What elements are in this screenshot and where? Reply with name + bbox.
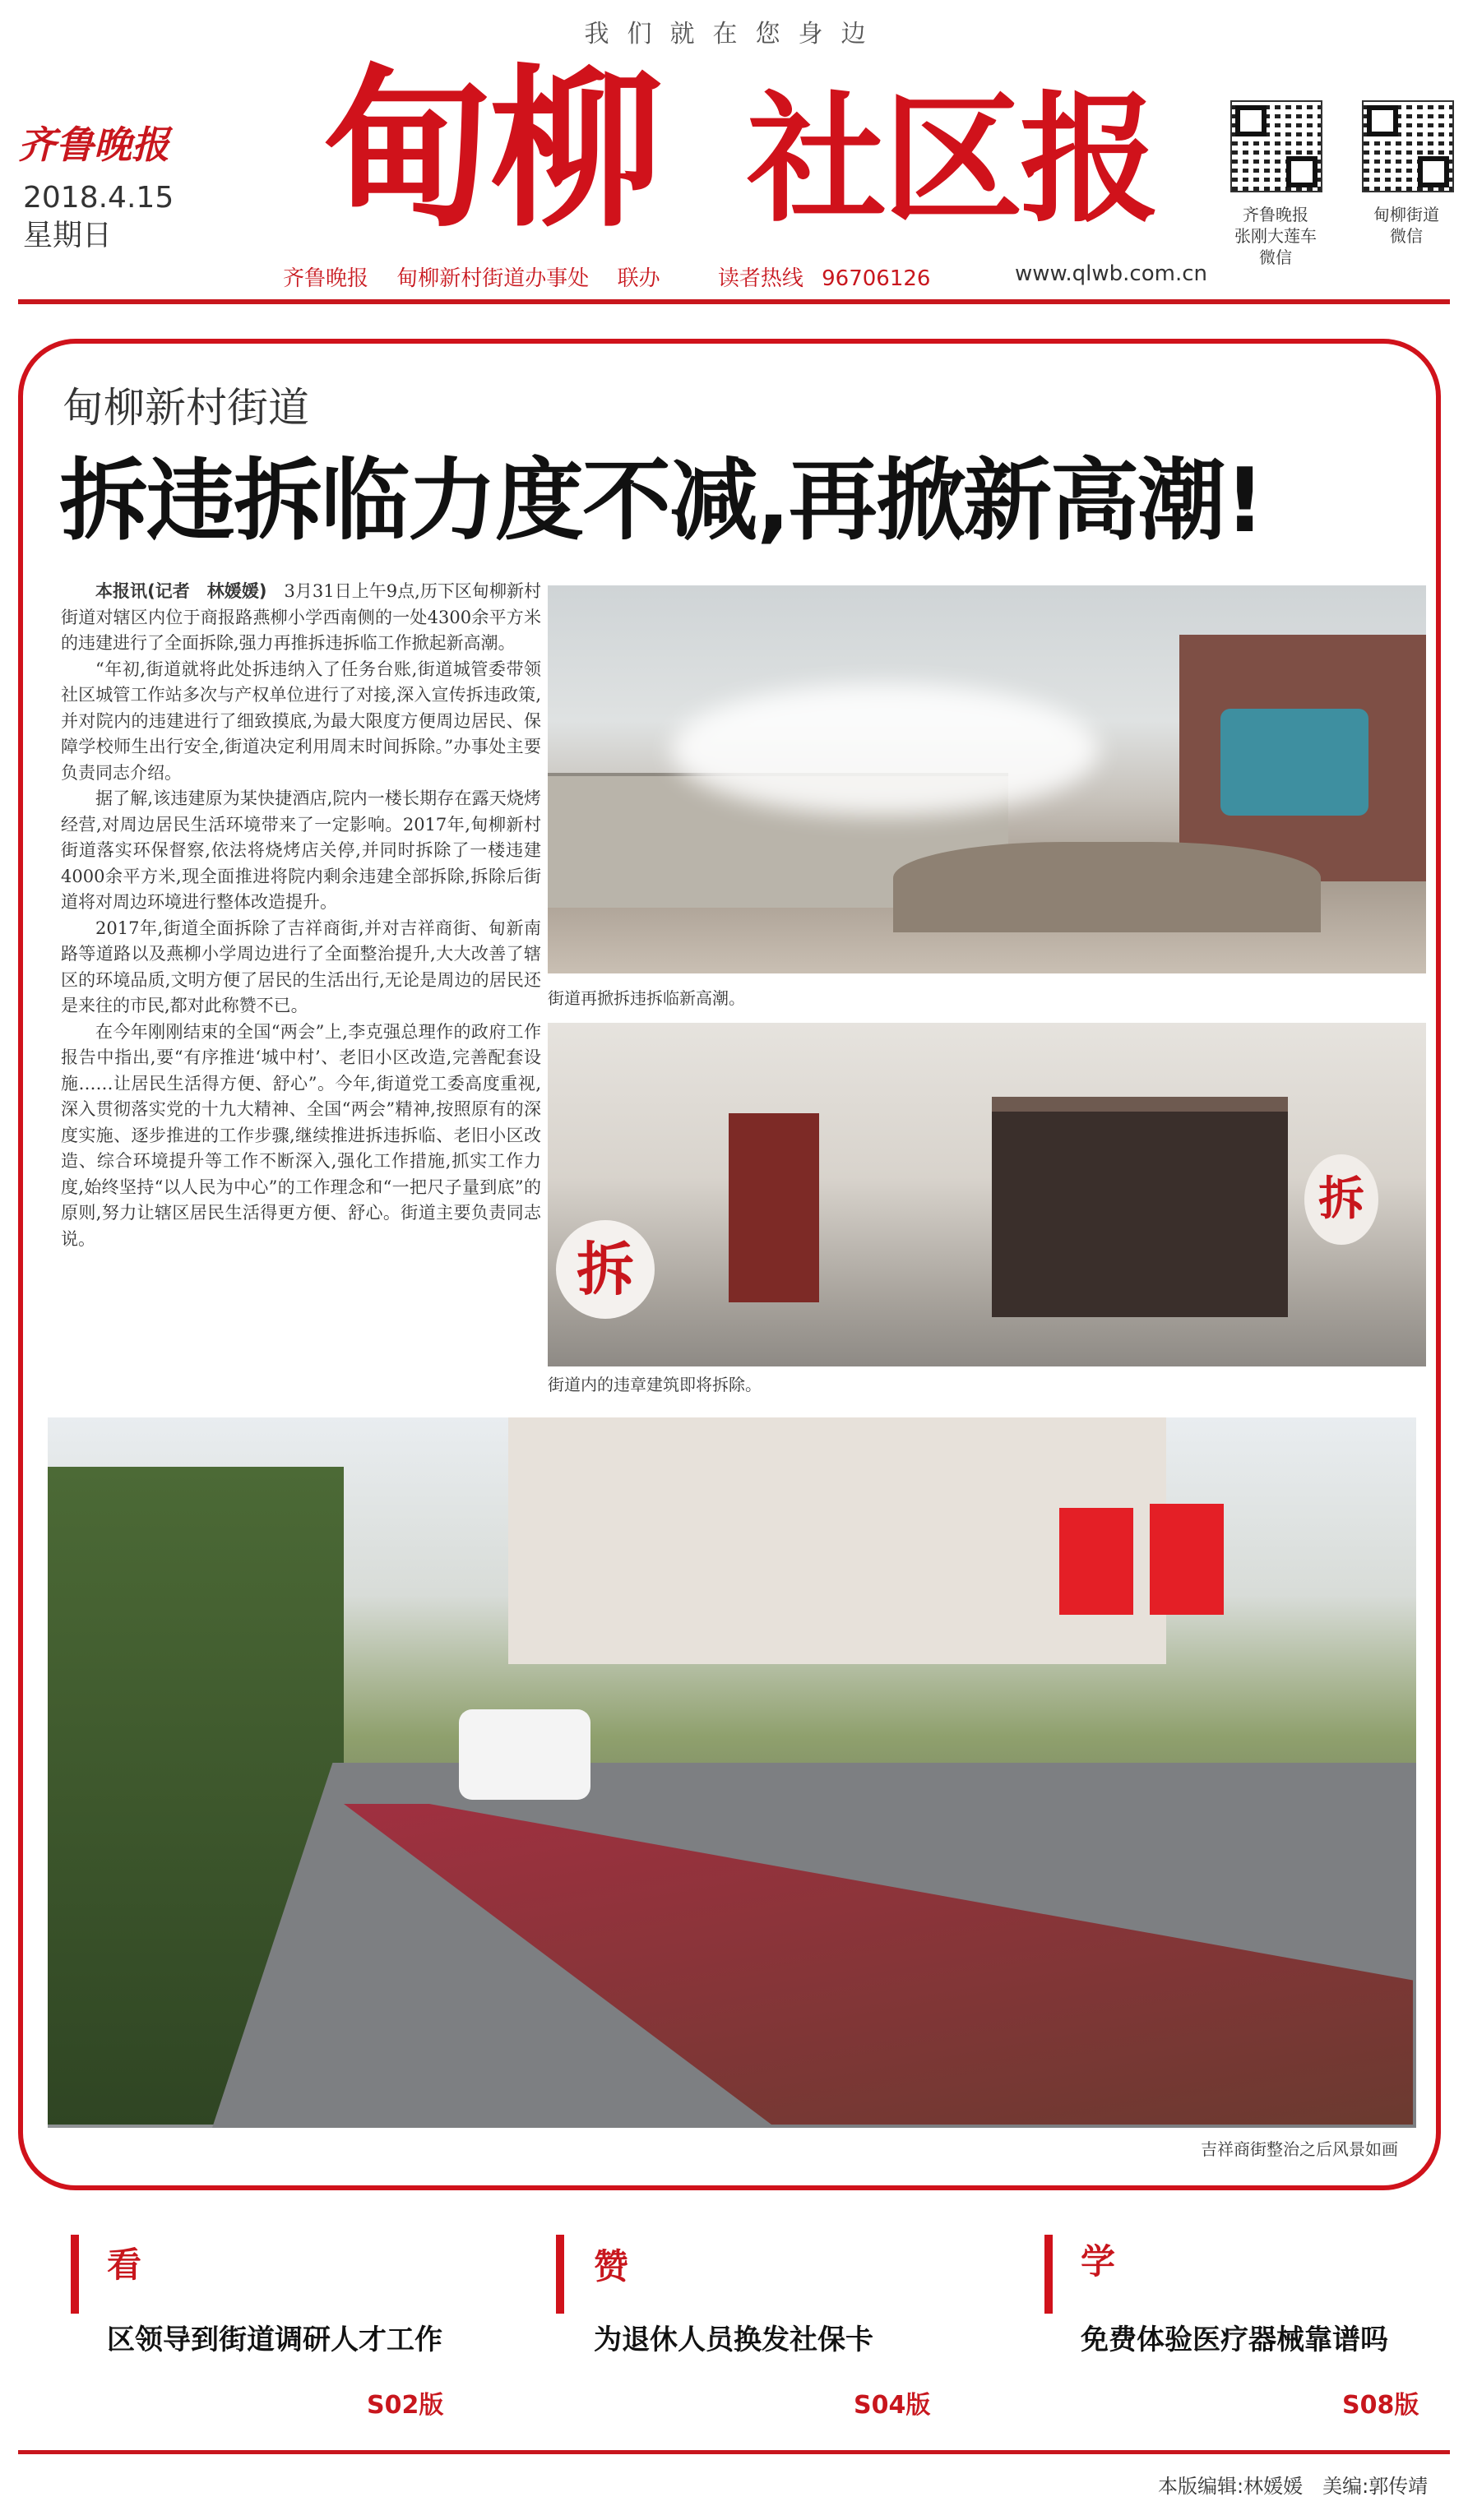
editor-name: 林媛媛 xyxy=(1243,2475,1304,2498)
qr-caption xyxy=(1342,204,1468,247)
qr-caption-line: 微信 xyxy=(1259,247,1292,267)
white-car xyxy=(459,1709,590,1800)
publisher-bar xyxy=(283,261,952,292)
photo-caption: 吉祥商街整治之后风景如画 xyxy=(1201,2139,1398,2159)
red-door xyxy=(729,1113,819,1302)
qr-caption-line: 微信 xyxy=(1390,226,1423,246)
flag xyxy=(1059,1508,1133,1615)
photo-caption: 街道内的违章建筑即将拆除。 xyxy=(548,1375,762,1394)
qr-caption-line: 张刚大莲车 xyxy=(1234,226,1317,246)
qr-code-icon[interactable] xyxy=(1362,100,1454,192)
section-teaser-link[interactable]: 免费体验医疗器械靠谱吗 xyxy=(1081,2323,1388,2356)
rubric-bar xyxy=(1044,2235,1053,2314)
water-spray xyxy=(671,684,1099,816)
masthead-suffix: 社区报 xyxy=(747,79,1157,242)
section-rubric: 看 xyxy=(107,2245,142,2285)
issue-date-block xyxy=(23,179,174,255)
joint-label: 联办 xyxy=(617,266,660,291)
story-body xyxy=(61,579,541,1252)
excavator xyxy=(1220,709,1368,816)
section-page[interactable]: S04版 xyxy=(854,2391,931,2420)
qr-code-icon[interactable] xyxy=(1230,100,1322,192)
hotline-label: 读者热线 xyxy=(717,266,803,291)
header-divider xyxy=(18,299,1450,304)
masthead-name: 甸柳 xyxy=(322,48,659,251)
illegal-building-photo[interactable] xyxy=(548,1023,1426,1366)
demolish-sign: 拆 xyxy=(1304,1154,1378,1245)
section-teaser-link[interactable]: 为退休人员换发社保卡 xyxy=(594,2323,873,2356)
hotline-number[interactable]: 96706126 xyxy=(822,266,931,291)
qr-caption xyxy=(1206,204,1345,268)
story-kicker: 甸柳新村街道 xyxy=(63,384,309,432)
footer-divider xyxy=(18,2450,1450,2454)
story-headline[interactable]: 拆违拆临力度不减,再掀新高潮! xyxy=(59,450,1264,553)
qilu-evening-news-logo: 齐鲁晚报 xyxy=(18,123,169,167)
website-link[interactable]: www.qlwb.com.cn xyxy=(1015,261,1207,286)
paragraph: 2017年,街道全面拆除了吉祥商街,并对吉祥商街、甸新南路等道路以及燕柳小学周边进行了全面整治提升,大大改善了辖区的环境品质,文明方便了居民的生活出行,无论是周边的居民还是来往的市民,都对此称赞不已。 xyxy=(61,918,541,1015)
issue-date: 2018.4.15 xyxy=(23,181,174,215)
paragraph: “年初,街道就将此处拆违纳入了任务台账,街道城管委带领社区城管工作站多次与产权单位进行了对接,深入宣传拆违政策,并对院内的违建进行了细致摸底,为最大限度方便周边居民、保障学校师生出行安全,街道决定利用周末时间拆除。”办事处主要负责同志介绍。 xyxy=(61,659,541,783)
rubric-bar xyxy=(71,2235,79,2314)
co-publisher: 甸柳新村街道办事处 xyxy=(396,266,590,291)
paragraph: 3月31日上午9点,历下区甸柳新村街道对辖区内位于商报路燕柳小学西南侧的一处4300余平方米的违建进行了全面拆除,强力再推拆违拆临工作掀起新高潮。 xyxy=(61,581,542,653)
designer-name: 郭传靖 xyxy=(1368,2475,1429,2498)
paragraph: 在今年刚刚结束的全国“两会”上,李克强总理作的政府工作报告中指出,要“有序推进‘城中村’、老旧小区改造,完善配套设施……让居民生活得方便、舒心”。今年,街道党工委高度重视,深入贯彻落实党的十九大精神、全国“两会”精神,按照原有的深度实施、逐步推进的工作步骤,继续推进拆违拆临、老旧小区改造、综合环境提升等工作不断深入,强化工作措施,抓实工作力度,始终坚持“以人民为中心”的工作理念和“一把尺子量到底”的原则,努力让辖区居民生活得更方便、舒心。街道主要负责同志说。 xyxy=(61,1021,541,1249)
open-gate xyxy=(992,1097,1288,1317)
designer-label: 美编: xyxy=(1322,2475,1369,2498)
paragraph: 据了解,该违建原为某快捷酒店,院内一楼长期存在露天烧烤经营,对周边居民生活环境带来了一定影响。2017年,甸柳新村街道落实环保督察,依法将烧烤店关停,并同时拆除了一楼违建4000余平方米,现全面推进将院内剩余违建全部拆除,拆除后街道将对周边环境进行整体改造提升。 xyxy=(61,788,541,912)
editor-label: 本版编辑: xyxy=(1158,2475,1244,2498)
rubric-bar xyxy=(556,2235,564,2314)
rubble-pile xyxy=(893,842,1321,932)
footer-credits xyxy=(1158,2470,1428,2499)
qr-caption-line: 甸柳街道 xyxy=(1373,205,1439,224)
section-rubric: 学 xyxy=(1081,2241,1116,2282)
section-page[interactable]: S08版 xyxy=(1342,2391,1419,2420)
issue-weekday: 星期日 xyxy=(23,219,113,252)
street-scene-photo[interactable] xyxy=(48,1417,1416,2128)
qr-caption-line: 齐鲁晚报 xyxy=(1243,205,1308,224)
byline: 本报讯(记者 林媛媛) xyxy=(95,581,267,601)
section-page[interactable]: S02版 xyxy=(367,2391,444,2420)
section-teaser-link[interactable]: 区领导到街道调研人才工作 xyxy=(107,2323,442,2356)
photo-caption: 街道再掀拆违拆临新高潮。 xyxy=(548,988,745,1008)
slogan: 我们就在您身边 xyxy=(584,20,884,49)
section-rubric: 赞 xyxy=(594,2246,629,2286)
flag xyxy=(1150,1504,1224,1615)
demolition-photo[interactable] xyxy=(548,585,1426,973)
demolish-sign: 拆 xyxy=(556,1220,655,1319)
publisher: 齐鲁晚报 xyxy=(283,266,369,291)
